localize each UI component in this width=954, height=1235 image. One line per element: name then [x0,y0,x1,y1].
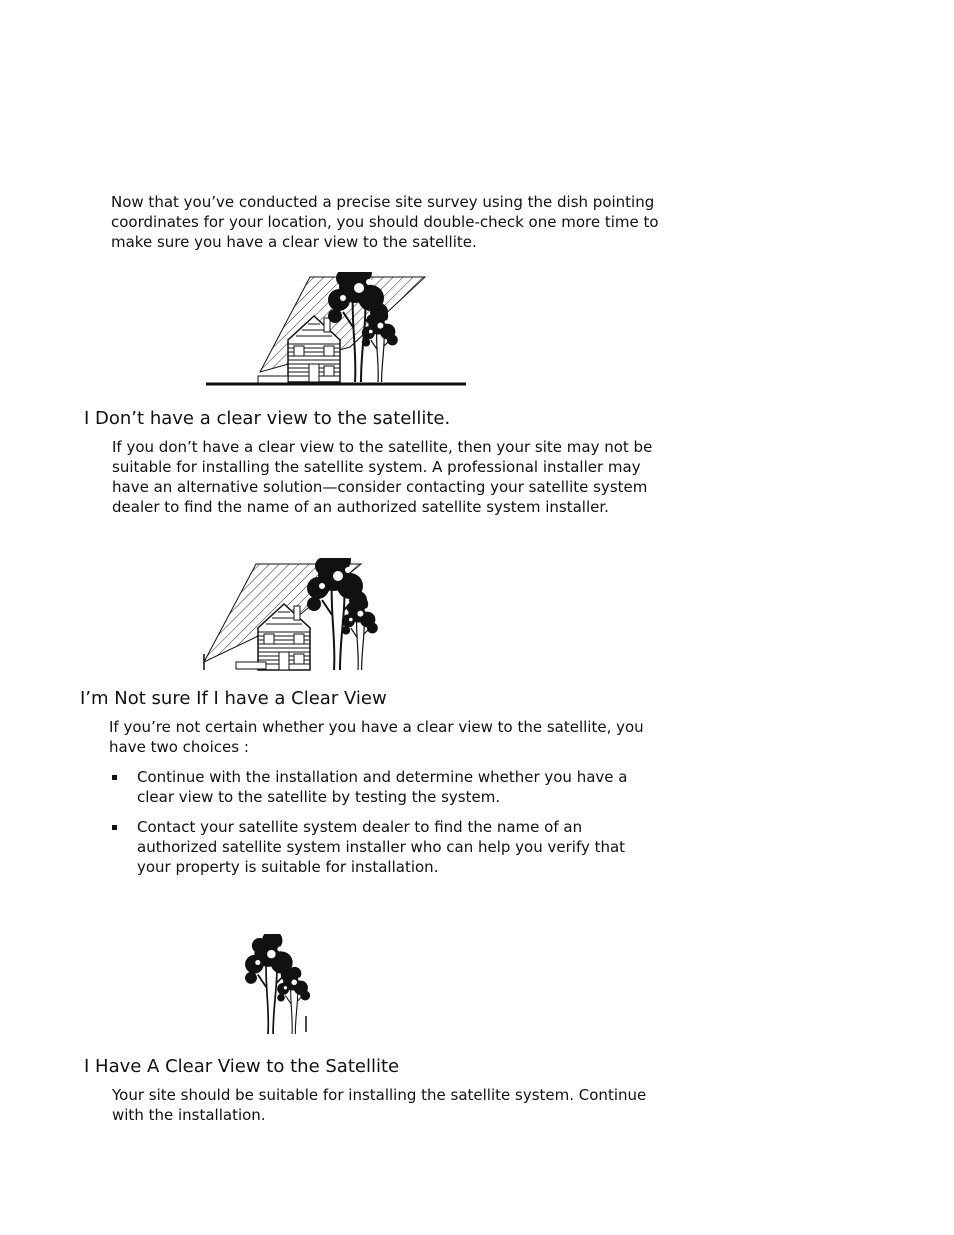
list-item: Continue with the installation and determine whether you have a clear view to the satellite by testing the system. [109,767,649,807]
section-body-not-sure: If you’re not certain whether you have a clear view to the satellite, you have two choices : [109,718,644,756]
section-heading-not-sure: I’m Not sure If I have a Clear View [80,688,387,709]
list-item: Contact your satellite system dealer to find the name of an authorized satellite system installer who can help you verify that your property is suitable for installation. [109,817,649,877]
intro-text: Now that you’ve conducted a precise site survey using the dish pointing coordinates for your location, you should double-check one more time to make sure you have a clear view to the satellite. [111,193,659,251]
section-heading-clear-view: I Have A Clear View to the Satellite [84,1056,400,1077]
trees-clear-view-illustration [230,934,320,1036]
section-heading-no-view: I Don’t have a clear view to the satellite. [84,408,451,429]
house-and-trees-blocked-view-illustration [200,272,470,390]
choices-list [109,767,649,887]
section-body-clear-view: Your site should be suitable for installing the satellite system. Continue with the installation. [112,1086,647,1124]
house-and-trees-partial-view-illustration [196,558,386,674]
section-body-no-view: If you don’t have a clear view to the satellite, then your site may not be suitable for installing the satellite system. A professional installer may have an alternative solution—consider contacting your satellite system dealer to find the name of an authorized satellite system installer. [112,438,653,516]
